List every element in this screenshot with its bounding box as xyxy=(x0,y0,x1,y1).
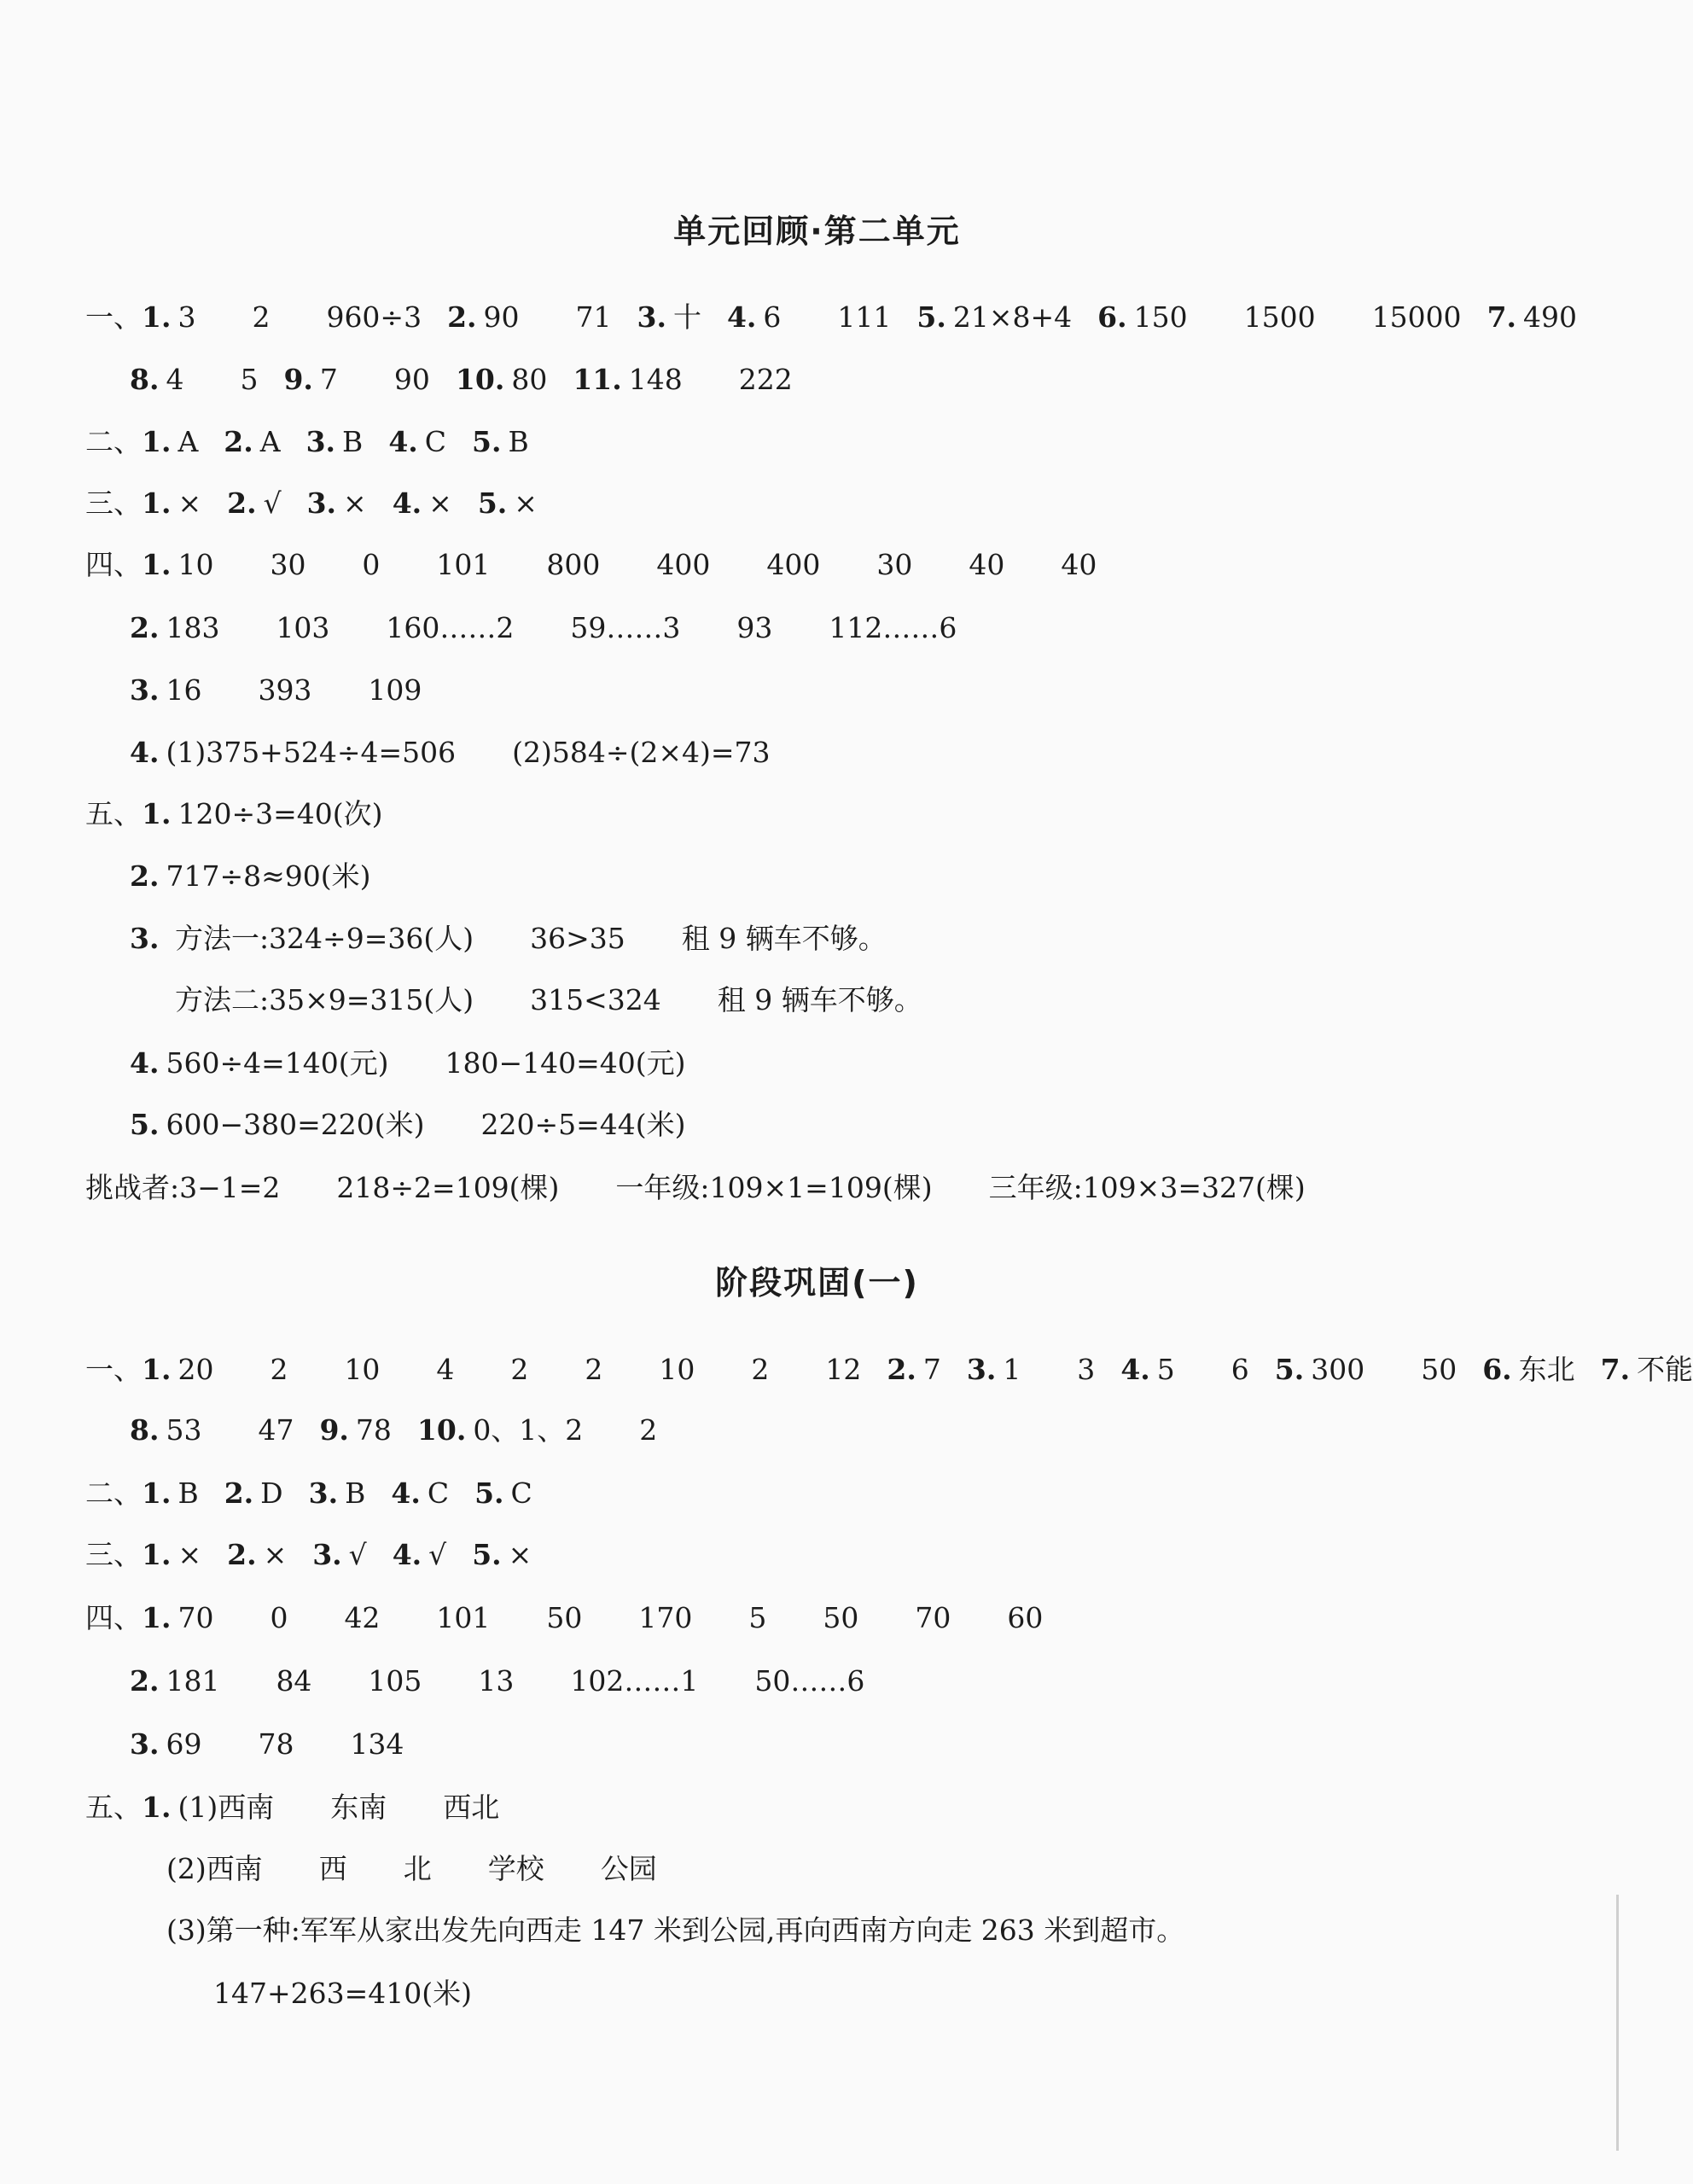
item-answer: 148 222 xyxy=(628,363,793,396)
item-number: 3. xyxy=(312,1538,342,1571)
item-number: 7. xyxy=(1600,1353,1631,1386)
item-number: 5. xyxy=(477,486,508,520)
item-number: 1. xyxy=(142,300,172,334)
item-answer: B xyxy=(177,1476,199,1510)
item-answer: 69 78 134 xyxy=(166,1727,404,1761)
item-answer: √ xyxy=(428,1538,447,1571)
answer-line xyxy=(130,1413,657,1447)
item-number: 2. xyxy=(130,1664,160,1698)
answer-line xyxy=(130,1664,864,1698)
item-number: 2. xyxy=(130,611,160,644)
item-answer: 90 71 xyxy=(483,300,612,334)
item-answer: × xyxy=(428,486,452,520)
item-answer: 147+263=410(米) xyxy=(213,1977,473,2010)
item-answer: D xyxy=(260,1476,283,1510)
item-answer: 方法一:324÷9=36(人) 36>35 租 9 辆车不够。 xyxy=(166,922,887,955)
item-number: 2. xyxy=(224,1476,254,1510)
item-answer: C xyxy=(510,1476,532,1510)
item-number: 3. xyxy=(130,922,160,955)
item-answer: × xyxy=(343,486,367,520)
item-number: 5. xyxy=(130,1108,160,1141)
item-answer: 53 47 xyxy=(166,1413,294,1447)
item-answer: 不能 xyxy=(1637,1353,1693,1386)
item-answer: 方法二:35×9=315(人) 315<324 租 9 辆车不够。 xyxy=(175,983,922,1016)
item-answer: 1 3 xyxy=(1003,1353,1096,1386)
item-answer: 181 84 105 13 102……1 50……6 xyxy=(166,1664,865,1698)
answer-line xyxy=(85,425,529,459)
item-answer: 120÷3=40(次) xyxy=(177,797,383,830)
item-number: 4. xyxy=(726,300,757,334)
item-number: 4. xyxy=(388,425,418,458)
item-answer: (2)西南 西 北 学校 公园 xyxy=(166,1852,657,1885)
section-marker: 三、 xyxy=(85,486,142,520)
item-number: 2. xyxy=(447,300,477,334)
item-answer: 3−1=2 218÷2=109(棵) 一年级:109×1=109(棵) 三年级:109×3=327(棵) xyxy=(179,1171,1306,1204)
item-number: 3. xyxy=(308,1476,339,1510)
item-number: 1. xyxy=(142,1791,172,1824)
item-number: 2. xyxy=(887,1353,916,1386)
item-answer: 3 2 960÷3 xyxy=(177,300,422,334)
item-answer: 6 111 xyxy=(763,300,892,334)
item-answer: 717÷8≈90(米) xyxy=(166,859,371,893)
item-answer: 78 xyxy=(355,1413,392,1447)
answer-line xyxy=(175,983,922,1017)
item-number: 1. xyxy=(142,548,172,581)
item-number: 3. xyxy=(966,1353,997,1386)
item-answer: 东北 xyxy=(1518,1353,1575,1386)
item-answer: 10 30 0 101 800 400 400 30 40 40 xyxy=(177,548,1097,581)
item-number: 1. xyxy=(142,1538,172,1571)
section-marker: 五、 xyxy=(85,1791,142,1824)
item-number: 5. xyxy=(916,300,946,334)
item-answer: 300 50 xyxy=(1311,1353,1457,1386)
answer-line xyxy=(130,922,887,956)
section-title: 阶段巩固(一) xyxy=(715,1264,919,1302)
answer-line xyxy=(130,1727,404,1762)
item-number: 1. xyxy=(142,1353,172,1386)
item-answer: × xyxy=(514,486,538,520)
item-number: 9. xyxy=(319,1413,349,1447)
answer-line xyxy=(85,1476,532,1511)
item-number: 3. xyxy=(306,486,337,520)
item-answer: 183 103 160……2 59……3 93 112……6 xyxy=(166,611,957,644)
item-number: 11. xyxy=(573,363,622,396)
section-marker: 五、 xyxy=(85,797,142,830)
item-answer: 490 xyxy=(1523,300,1578,334)
item-answer: 7 xyxy=(922,1353,941,1386)
item-answer: 20 2 10 4 2 2 10 2 12 xyxy=(177,1353,862,1386)
item-number: 3. xyxy=(637,300,666,334)
item-answer: √ xyxy=(348,1538,367,1571)
section-marker: 一、 xyxy=(85,1353,142,1386)
answer-line xyxy=(85,1353,1693,1387)
answer-line xyxy=(85,797,382,831)
item-number: 3. xyxy=(130,673,160,707)
item-answer: (3)第一种:军军从家出发先向西走 147 米到公园,再向西南方向走 263 米到超市。 xyxy=(166,1913,1185,1947)
answer-line xyxy=(85,1601,1043,1635)
answer-line xyxy=(85,1791,499,1825)
item-answer: 600−380=220(米) 220÷5=44(米) xyxy=(166,1108,686,1141)
item-number: 5. xyxy=(472,425,502,458)
item-answer: × xyxy=(177,486,202,520)
item-answer: C xyxy=(424,425,447,458)
item-answer: 80 xyxy=(511,363,548,396)
item-number: 7. xyxy=(1486,300,1517,334)
item-number: 5. xyxy=(474,1476,504,1510)
item-number: 4. xyxy=(130,1046,160,1080)
page-edge-shadow xyxy=(1616,1895,1619,2151)
section-marker: 二、 xyxy=(85,1476,142,1510)
item-answer: × xyxy=(263,1538,288,1571)
answer-line xyxy=(85,486,538,521)
item-answer: 560÷4=140(元) 180−140=40(元) xyxy=(166,1046,686,1080)
item-answer: (1)西南 东南 西北 xyxy=(177,1791,500,1824)
answer-line xyxy=(85,1538,532,1572)
item-number: 2. xyxy=(227,1538,257,1571)
section-marker: 三、 xyxy=(85,1538,142,1571)
item-number: 5. xyxy=(472,1538,502,1571)
item-answer: × xyxy=(177,1538,202,1571)
item-answer: 7 90 xyxy=(319,363,430,396)
item-answer: C xyxy=(427,1476,450,1510)
item-answer: 70 0 42 101 50 170 5 50 70 60 xyxy=(177,1601,1044,1634)
answer-line xyxy=(166,1852,657,1886)
item-answer: 0、1、2 2 xyxy=(473,1413,658,1447)
item-answer: × xyxy=(508,1538,532,1571)
item-number: 3. xyxy=(130,1727,160,1761)
item-number: 10. xyxy=(416,1413,467,1447)
item-answer: 5 6 xyxy=(1156,1353,1249,1386)
item-number: 1. xyxy=(142,486,172,520)
item-number: 2. xyxy=(227,486,257,520)
answer-line xyxy=(130,363,793,397)
item-number: 6. xyxy=(1482,1353,1512,1386)
item-number: 5. xyxy=(1274,1353,1305,1386)
item-number: 4. xyxy=(1120,1353,1150,1386)
item-answer: B xyxy=(342,425,364,458)
item-answer: √ xyxy=(263,486,282,520)
section-marker: 四、 xyxy=(85,548,142,581)
item-number: 2. xyxy=(130,859,160,893)
answer-line xyxy=(213,1977,472,2011)
item-number: 1. xyxy=(142,425,172,458)
item-answer: 16 393 109 xyxy=(166,673,422,707)
answer-line xyxy=(85,300,1577,335)
item-answer: (1)375+524÷4=506 (2)584÷(2×4)=73 xyxy=(166,736,771,769)
item-number: 8. xyxy=(130,363,160,396)
item-answer: 21×8+4 xyxy=(952,300,1073,334)
item-number: 2. xyxy=(224,425,253,458)
item-answer: B xyxy=(345,1476,366,1510)
answer-line xyxy=(130,611,957,645)
answer-line xyxy=(130,859,370,894)
answer-line xyxy=(130,1046,686,1080)
section-marker: 挑战者: xyxy=(85,1171,180,1204)
item-answer: 150 1500 15000 xyxy=(1133,300,1462,334)
item-answer: A xyxy=(259,425,281,458)
answer-line xyxy=(130,1108,686,1142)
item-answer: 十 xyxy=(672,300,701,334)
section-marker: 二、 xyxy=(85,425,142,458)
item-number: 9. xyxy=(283,363,313,396)
item-answer: A xyxy=(177,425,199,458)
item-number: 1. xyxy=(142,1601,172,1634)
item-number: 4. xyxy=(392,1538,422,1571)
answer-line xyxy=(130,736,771,770)
item-number: 1. xyxy=(142,797,172,830)
item-answer: 4 5 xyxy=(166,363,259,396)
section-marker: 一、 xyxy=(85,300,142,334)
item-number: 10. xyxy=(455,363,505,396)
section-marker: 四、 xyxy=(85,1601,142,1634)
item-number: 4. xyxy=(391,1476,421,1510)
section-title: 单元回顾·第二单元 xyxy=(673,213,961,250)
answer-line xyxy=(130,673,422,708)
item-number: 1. xyxy=(142,1476,172,1510)
item-number: 8. xyxy=(130,1413,160,1447)
answer-line xyxy=(166,1913,1184,1948)
answer-line xyxy=(85,1171,1306,1205)
item-answer: B xyxy=(508,425,529,458)
answer-line xyxy=(85,548,1097,582)
item-number: 4. xyxy=(130,736,160,769)
item-number: 4. xyxy=(392,486,422,520)
item-number: 3. xyxy=(305,425,336,458)
item-number: 6. xyxy=(1097,300,1127,334)
